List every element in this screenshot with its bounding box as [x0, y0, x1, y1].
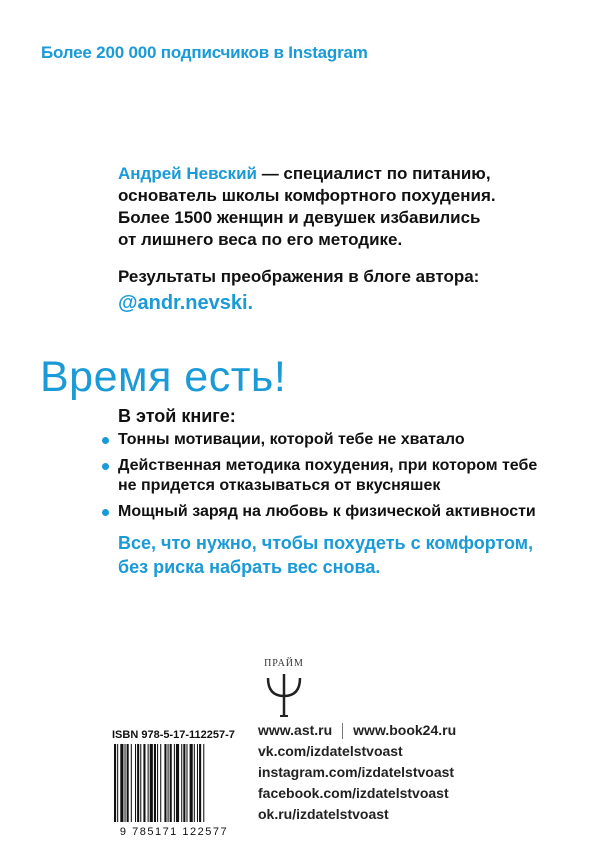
barcode — [112, 744, 236, 822]
list-item: Действенная методика похудения, при котором тебе не придется отказываться от вкусняшек — [102, 456, 552, 496]
barcode-bar — [168, 744, 169, 822]
barcode-bar — [186, 744, 187, 822]
barcode-bar — [197, 744, 198, 822]
author-name: Андрей Невский — [118, 164, 257, 183]
author-bio-line-4: от лишнего веса по его методике. — [118, 230, 403, 249]
barcode-bar — [203, 744, 204, 822]
instagram-tagline: Более 200 000 подписчиков в Instagram — [41, 43, 368, 62]
publisher-logo — [254, 658, 314, 718]
barcode-bar — [160, 744, 161, 822]
link-vk[interactable]: vk.com/izdatelstvoast — [258, 743, 403, 759]
divider — [342, 723, 343, 739]
barcode-bar — [170, 744, 172, 822]
barcode-bar — [174, 744, 175, 822]
link-ast[interactable]: www.ast.ru — [258, 722, 333, 738]
summary-text — [118, 531, 588, 579]
barcode-bar — [150, 744, 153, 822]
barcode-bar — [137, 744, 139, 822]
list-item: Мощный заряд на любовь к физической активности — [102, 502, 552, 522]
barcode-bar — [148, 744, 149, 822]
barcode-bar — [183, 744, 185, 822]
barcode-bar — [181, 744, 182, 822]
publisher-logo-text: ПРАЙМ — [264, 658, 304, 669]
book-contents-label: В этой книге: — [118, 406, 236, 426]
barcode-bar — [135, 744, 136, 822]
barcode-bar — [140, 744, 141, 822]
barcode-bar — [164, 744, 166, 822]
bullet-dot-icon — [102, 437, 109, 444]
summary-line-2: без риска набрать вес снова. — [118, 557, 381, 577]
list-item: Тонны мотивации, которой тебе не хватало — [102, 430, 552, 450]
bullet-dot-icon — [102, 463, 109, 470]
barcode-bar — [114, 744, 116, 822]
link-instagram[interactable]: instagram.com/izdatelstvoast — [258, 764, 455, 780]
barcode-bar — [157, 744, 158, 822]
barcode-bar — [120, 744, 123, 822]
barcode-bar — [194, 744, 195, 822]
publisher-links — [258, 720, 456, 825]
book-benefits-list — [102, 430, 552, 528]
barcode-bar — [117, 744, 118, 822]
barcode-bar — [143, 744, 145, 822]
link-facebook[interactable]: facebook.com/izdatelstvoast — [258, 785, 449, 801]
headline: Время есть! — [40, 353, 287, 401]
summary-line-1: Все, что нужно, чтобы похудеть с комфортом, — [118, 533, 534, 553]
blog-label: Результаты преображения в блоге автора: — [118, 267, 480, 286]
author-bio-line-2: основатель школы комфортного похудения. — [118, 186, 496, 205]
barcode-digits: 9 785171 122577 — [119, 826, 229, 838]
barcode-bar — [199, 744, 201, 822]
link-book24[interactable]: www.book24.ru — [353, 722, 457, 738]
barcode-bar — [190, 744, 193, 822]
barcode-bar — [127, 744, 129, 822]
barcode-bar — [125, 744, 126, 822]
author-bio-line-1: — специалист по питанию, — [256, 164, 491, 183]
barcode-bar — [131, 744, 132, 822]
barcode-bar — [154, 744, 156, 822]
author-bio — [118, 163, 558, 251]
author-bio-line-3: Более 1500 женщин и девушек избавились — [118, 208, 481, 227]
bullet-dot-icon — [102, 509, 109, 516]
author-handle: @andr.nevski. — [118, 292, 254, 314]
barcode-bar — [176, 744, 179, 822]
isbn: ISBN 978-5-17-112257-7 — [112, 729, 235, 741]
link-ok[interactable]: ok.ru/izdatelstvoast — [258, 806, 389, 822]
